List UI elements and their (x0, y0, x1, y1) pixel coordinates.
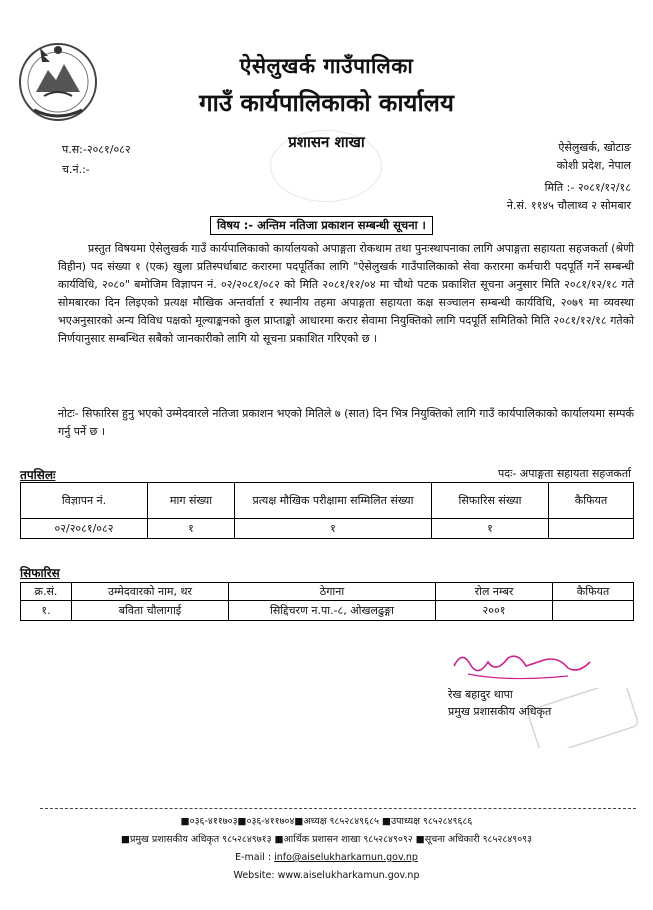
table-row (21, 519, 634, 539)
signatory-title: प्रमुख प्रशासकीय अधिकृत (448, 705, 552, 718)
recommendation-table (20, 582, 634, 621)
signature (448, 644, 598, 688)
signatory-block (448, 686, 551, 720)
subject-line: विषय :- अन्तिम नतिजा प्रकाशन सम्बन्धी सूचना । (210, 216, 433, 235)
dispatch-number: च.नं.:- (62, 163, 90, 176)
nepal-sambat-date: ने.सं. ११४५ चौलाथ्व २ सोमबार (506, 199, 631, 212)
table-header: ठेगाना (229, 583, 436, 601)
table-row (21, 601, 634, 621)
table-header: प्रत्यक्ष मौखिक परीक्षामा सम्मिलित संख्या (235, 483, 432, 519)
recommendation-title: सिफारिस (20, 566, 60, 580)
table-cell: बविता चौलागाई (72, 601, 229, 621)
details-table (20, 482, 634, 539)
table-header: सिफारिस संख्या (432, 483, 549, 519)
website-link[interactable]: www.aiselukharkamun.gov.np (277, 870, 420, 881)
table-cell (553, 601, 634, 621)
address-line-2: कोशी प्रदेश, नेपाल (556, 159, 631, 172)
table-cell: २००१ (436, 601, 553, 621)
notice-body: प्रस्तुत विषयमा ऐसेलुखर्क गाउँ कार्यपालिकाको कार्यालयको अपाङ्गता रोकथाम तथा पुनःस्थापनाका लागि अपाङ्गता सहायता सहजकर्ता (श्रेणी विहीन) पद संख्या १ (एक) खुला प्रतिस्पर्धाबाट करारमा पदपूर्तिका लागि "ऐसेलुखर्क गाउँपालिकाको सेवा करारमा कर्मचारी पदपूर्ति गर्ने सम्बन्धी कार्यविधि, २०८०" बमोजिम विज्ञापन नं. ०२/२०८१/०८२ को मिति २०८१/१२/०४ मा चौथो पटक प्रकाशित सूचना अनुसार मिति २०८१/१२/१८ गते सोमबारका दिन लिइएको प्रत्यक्ष मौखिक अन्तर्वार्ता र स्थानीय तहमा अपाङ्गता सहायता कक्ष सञ्चालन सम्बन्धी कार्यविधि, २०७९ मा व्यवस्था भएअनुसारको अन्य विविध पक्षको मूल्याङ्कनको कुल प्राप्ताङ्को आधारमा करार सेवामा नियुक्तिको लागि पदपूर्ति समितिको मिति २०८१/१२/१८ गतेको निर्णयानुसार सम्बन्धित सबैको जानकारीको लागि यो सूचना प्रकाशित गरिएको छ । (58, 242, 634, 345)
table-header: कैफियत (549, 483, 634, 519)
table-header: उम्मेदवारको नाम, थर (72, 583, 229, 601)
table-cell: ०२/२०८१/०८२ (21, 519, 148, 539)
table-cell: १ (148, 519, 235, 539)
table-cell: १. (21, 601, 72, 621)
table-header: क्र.सं. (21, 583, 72, 601)
website-label: Website: (233, 870, 275, 881)
table-header: विज्ञापन नं. (21, 483, 148, 519)
notice-note: नोटः- सिफारिस हुनु भएको उम्मेदवारले नतिजा प्रकाशन भएको मितिले ७ (सात) दिन भित्र नियुक्तिको लागि गाउँ कार्यपालिकाको कार्यालयमा सम्पर्क गर्नु पर्ने छ । (58, 407, 634, 438)
table-header: माग संख्या (148, 483, 235, 519)
recommendation-header-row (21, 583, 634, 601)
footer-email (0, 852, 653, 863)
footer-phones-2: ■प्रमुख प्रशासकीय अधिकृत ९८५२८४९७१३ ■आर्थिक प्रशासन शाखा ९८५२८४९०९२ ■सूचना अधिकारी ९८५२८४९०९३ (120, 834, 533, 845)
footer-divider (40, 808, 636, 809)
reference-number: प.स:-२०८१/०८२ (62, 143, 131, 156)
post-name: पदः- अपाङ्गता सहायता सहजकर्ता (498, 467, 631, 480)
address-line-1: ऐसेलुखर्क, खोटाङ (558, 141, 631, 154)
municipality-name: ऐसेलुखर्क गाउँपालिका (239, 54, 414, 78)
email-label: E-mail : (235, 852, 272, 863)
table-header: कैफियत (553, 583, 634, 601)
footer-phones-1: ■०३६-४११७०३■०३६-४११७०४■अध्यक्ष ९८५२८४९६८५ ■उपाध्यक्ष ९८५२८४९६८६ (180, 816, 473, 827)
email-link[interactable]: info@aiselukharkamun.gov.np (274, 852, 418, 863)
table-cell (549, 519, 634, 539)
branch-name: प्रशासन शाखा (288, 133, 365, 151)
signatory-name: रेख बहादुर थापा (448, 688, 513, 701)
table-cell: १ (235, 519, 432, 539)
footer-website (0, 870, 653, 881)
date: मिति :- २०८१/१२/१८ (544, 181, 631, 194)
table-cell: सिद्दिचरण न.पा.-८, ओखलढुङ्गा (229, 601, 436, 621)
details-header-row (21, 483, 634, 519)
details-title: तपसिलः (20, 468, 56, 482)
table-header: रोल नम्बर (436, 583, 553, 601)
table-cell: १ (432, 519, 549, 539)
office-name: गाउँ कार्यपालिकाको कार्यालय (199, 89, 454, 117)
